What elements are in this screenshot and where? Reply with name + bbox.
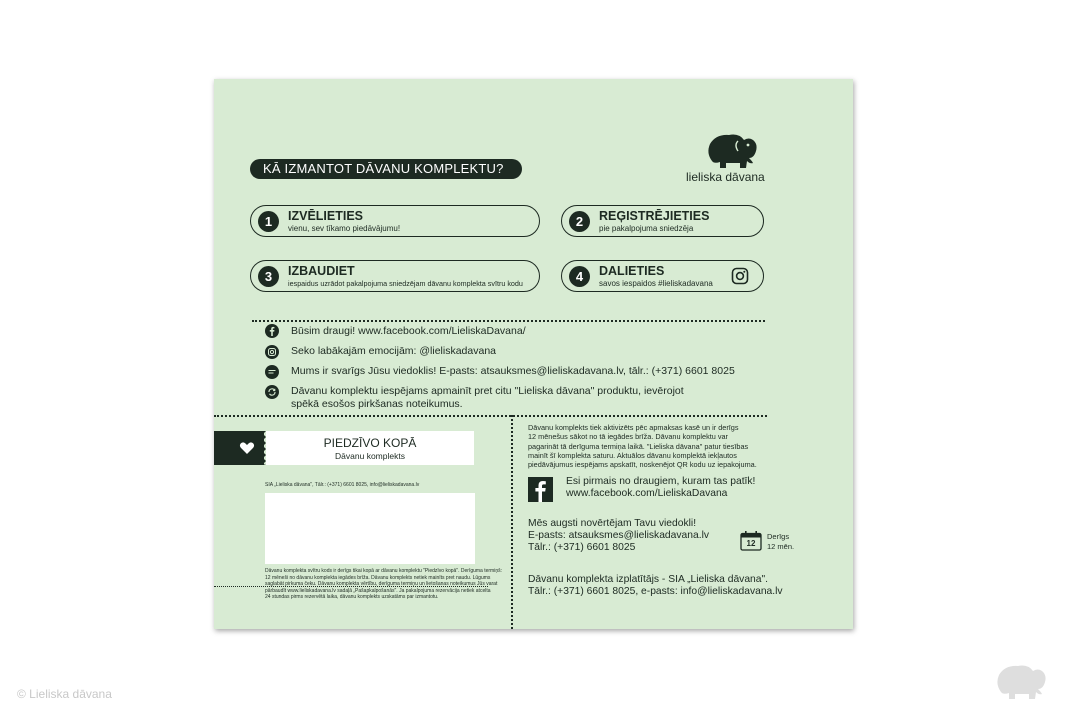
info-facebook: Būsim draugi! www.facebook.com/LieliskaDavana/ bbox=[291, 325, 526, 337]
step-subtitle: vienu, sev tīkamo piedāvājumu! bbox=[288, 224, 401, 233]
facebook-promo-line: Esi pirmais no draugiem, kuram tas patīk! bbox=[566, 476, 756, 487]
brand-name: lieliska dāvana bbox=[686, 170, 765, 184]
info-feedback: Mums ir svarīgs Jūsu viedoklis! E-pasts: atsauksmes@lieliskadavana.lv, tālr.: (+371) 6601 8025 bbox=[291, 365, 735, 377]
feedback-line: Mēs augsti novērtējam Tavu viedokli! bbox=[528, 518, 697, 529]
activation-line: piedāvājumus iespējams apskatīt, noskenējot QR kodu uz iepakojuma. bbox=[528, 460, 757, 470]
step-register bbox=[561, 205, 764, 237]
chat-icon bbox=[265, 365, 279, 379]
divider bbox=[214, 415, 767, 417]
activation-line: pagarināt tā derīguma termiņa laikā. "Lieliska dāvana" patur tiesības bbox=[528, 441, 749, 451]
facebook-icon bbox=[265, 324, 279, 338]
calendar-number: 12 bbox=[746, 539, 756, 548]
fine-print-line: 12 mēneši no dāvanu komplekta iegādes brīža. Dāvanu komplekts netiek mainīts pret naudu. Lūgums bbox=[265, 574, 491, 581]
validity-line: 12 mēn. bbox=[767, 541, 795, 551]
feedback-line: E-pasts: atsauksmes@lieliskadavana.lv bbox=[528, 530, 709, 542]
step-subtitle: iespaidus uzrādot pakalpojuma sniedzējam dāvanu komplekta svītru kodu bbox=[288, 279, 523, 288]
step-number: 1 bbox=[258, 211, 279, 232]
activation-line: Dāvanu komplekts tiek aktivizēts pēc apmaksas kasē un ir derīgs bbox=[528, 423, 739, 432]
step-title: IZBAUDIET bbox=[288, 264, 355, 278]
step-number: 3 bbox=[258, 266, 279, 287]
feedback-line: Tālr.: (+371) 6601 8025 bbox=[528, 542, 636, 554]
cut-line bbox=[214, 586, 488, 587]
step-choose bbox=[250, 205, 540, 237]
step-number: 4 bbox=[569, 266, 590, 287]
step-share bbox=[561, 260, 764, 292]
heart-icon bbox=[239, 441, 255, 455]
issuer-block bbox=[528, 574, 783, 598]
step-subtitle: savos iespaidos #lieliskadavana bbox=[599, 279, 713, 288]
coupon-fine-print bbox=[265, 568, 500, 601]
feedback-block bbox=[528, 518, 709, 555]
step-title: REĢISTRĒJIETIES bbox=[599, 209, 710, 223]
activation-text bbox=[528, 423, 757, 469]
elephant-watermark-icon bbox=[990, 662, 1052, 702]
step-title: IZVĒLIETIES bbox=[288, 209, 364, 223]
section-heading: KĀ IZMANTOT DĀVANU KOMPLEKTU? bbox=[250, 159, 522, 179]
facebook-icon bbox=[528, 477, 553, 502]
coupon-edge bbox=[258, 431, 266, 465]
info-exchange-line2: spēkā esošos pirkšanas noteikumus. bbox=[291, 398, 463, 410]
fine-print-line: pārbaudīt www.lieliskadavana.lv sadaļā „Pašapkalpošanās". Ja pakalpojuma rezervācija netiek atcelta bbox=[265, 587, 491, 594]
divider bbox=[252, 320, 765, 322]
instagram-icon bbox=[731, 267, 749, 285]
coupon-subtitle: Dāvanu komplekts bbox=[335, 451, 405, 461]
coupon-badge bbox=[214, 431, 264, 465]
step-subtitle: pie pakalpojuma sniedzēja bbox=[599, 224, 694, 233]
instagram-icon bbox=[265, 345, 279, 359]
facebook-promo-url: www.facebook.com/LieliskaDavana bbox=[566, 488, 728, 500]
coupon-title: PIEDZĪVO KOPĀ bbox=[323, 436, 417, 450]
fine-print-line: 24 stundas pirms rezervētā laika, dāvanu komplekts uzskatāms par izmantotu. bbox=[265, 594, 439, 600]
fine-print-line: Dāvanu komplekta svītru kods ir derīgs tikai kopā ar dāvanu komplektu "Piedzīvo kopā". Derīguma termiņš: bbox=[265, 568, 502, 574]
fine-print-line: saglabāt pirkuma čeku. Dāvanu komplekta vērtību, derīguma termiņu un lietošanas noteikumus Jūs varat bbox=[265, 581, 498, 587]
elephant-logo-icon bbox=[702, 131, 762, 171]
validity-line: Derīgs bbox=[767, 532, 790, 541]
issuer-line: Dāvanu komplekta izplatītājs - SIA „Lieliska dāvana". bbox=[528, 574, 769, 585]
divider-vertical bbox=[511, 415, 513, 629]
gift-card-back bbox=[214, 79, 853, 629]
step-number: 2 bbox=[569, 211, 590, 232]
copyright-watermark: © Lieliska dāvana bbox=[17, 687, 112, 701]
step-title: DALIETIES bbox=[599, 264, 665, 278]
info-exchange-line1: Dāvanu komplektu iespējams apmainīt pret citu "Lieliska dāvana" produktu, ievērojot bbox=[291, 385, 684, 397]
exchange-icon bbox=[265, 385, 279, 399]
step-enjoy bbox=[250, 260, 540, 292]
coupon-company-line: SIA „Lieliska dāvana", Tālr.: (+371) 6601 8025, info@lieliskadavana.lv bbox=[265, 482, 420, 488]
info-instagram: Seko labākajām emocijām: @lieliskadavana bbox=[291, 345, 497, 357]
activation-line: mainīt šī komplekta saturu. Aktuālos dāvanu komplektā iekļautos bbox=[528, 450, 737, 460]
activation-line: 12 mēnešus sākot no tā iegādes brīža. Dāvanu komplektu var bbox=[528, 432, 728, 442]
barcode-area bbox=[265, 493, 475, 564]
issuer-line: Tālr.: (+371) 6601 8025, e-pasts: info@lieliskadavana.lv bbox=[528, 586, 783, 598]
info-exchange bbox=[291, 385, 684, 411]
validity-text bbox=[767, 532, 794, 551]
facebook-promo bbox=[566, 476, 755, 500]
